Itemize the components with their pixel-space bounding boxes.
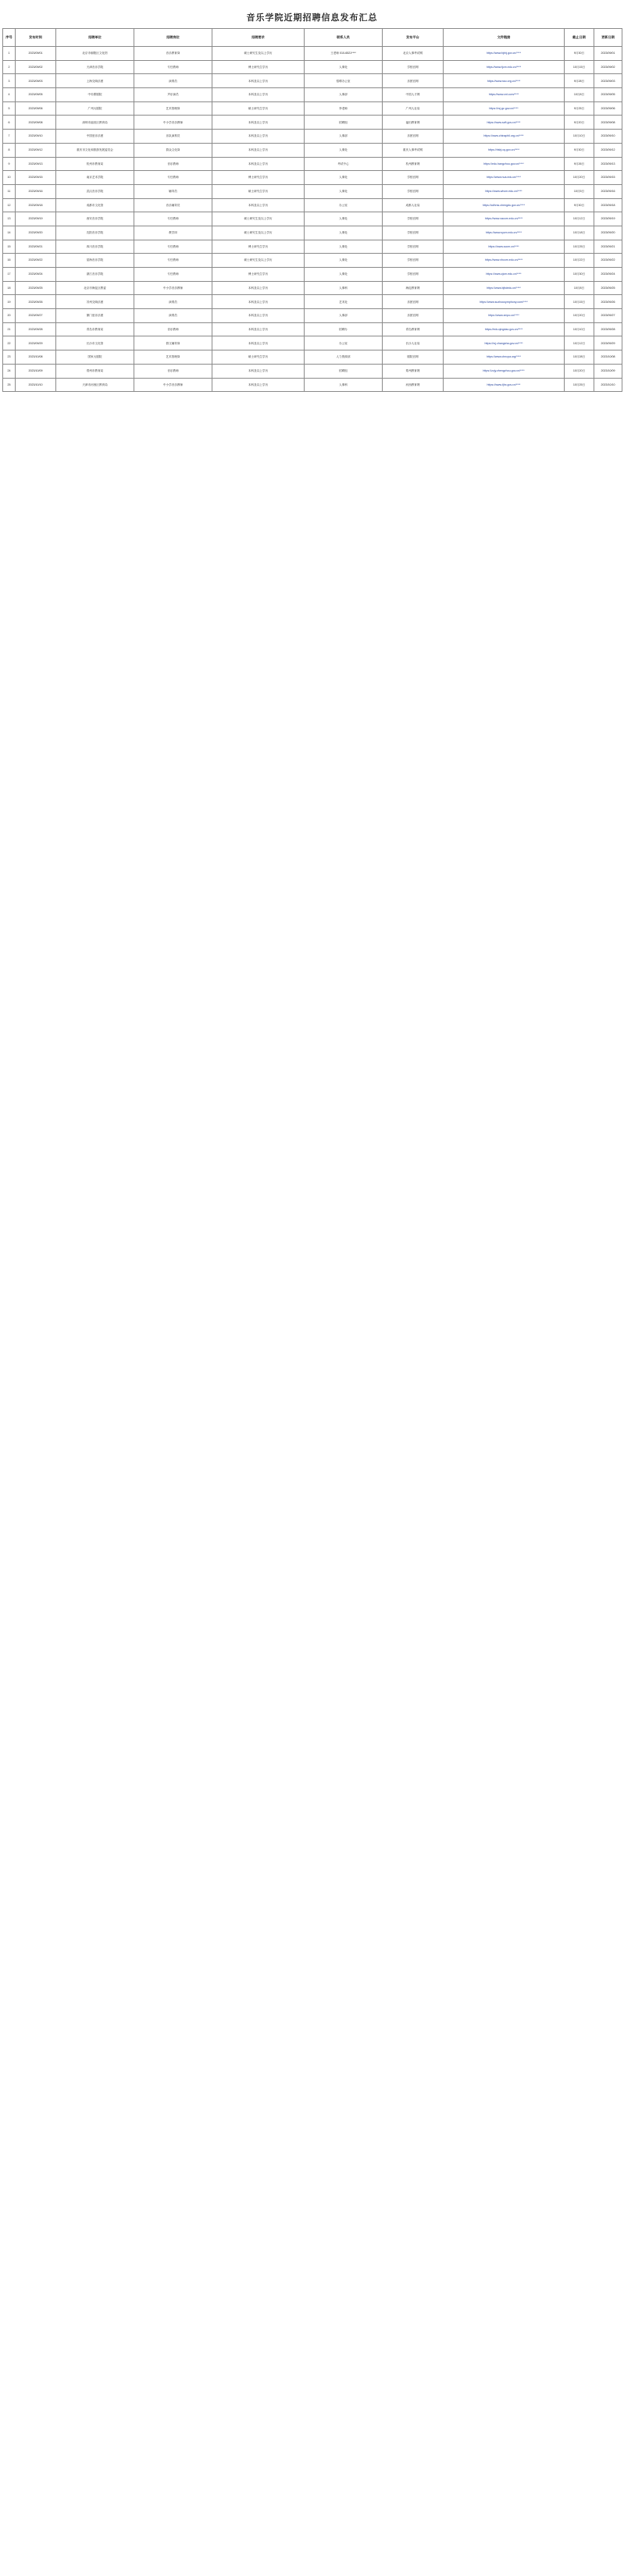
platform-cell: 河西教育网	[383, 378, 444, 392]
platform-cell: 重庆人事考试网	[383, 143, 444, 157]
platform-cell: 成都人社局	[383, 198, 444, 212]
platform-cell: 乐团官网	[383, 130, 444, 144]
position-cell: 演奏员	[134, 309, 212, 323]
contact-cell: 办公室	[305, 198, 383, 212]
update-date-cell: 2023/09/20	[594, 226, 622, 240]
requirements-cell: 本科及以上学历	[212, 88, 305, 102]
requirements-cell: 硕士研究生学历	[212, 101, 305, 116]
row-number-cell: 1	[3, 47, 16, 61]
row-number-cell: 5	[3, 101, 16, 116]
update-date-cell: 2023/09/03	[594, 74, 622, 88]
header-cell: 招聘岗位	[134, 29, 212, 47]
row-number-cell: 14	[3, 226, 16, 240]
file-link-cell[interactable]: https://edu.hangzhou.gov.cn/****	[444, 157, 565, 171]
file-link-cell[interactable]: https://rsj.changsha.gov.cn/****	[444, 336, 565, 350]
publish-date-cell: 2023/09/22	[16, 254, 56, 268]
platform-cell: 学校官网	[383, 268, 444, 282]
update-date-cell: 2023/09/24	[594, 268, 622, 282]
header-cell: 招聘要求	[212, 29, 305, 47]
row-number-cell: 10	[3, 171, 16, 185]
recruitment-table	[2, 28, 622, 392]
publish-date-cell: 2023/09/26	[16, 295, 56, 309]
publish-date-cell: 2023/10/10	[16, 378, 56, 392]
row-number-cell: 4	[3, 88, 16, 102]
table-row	[3, 336, 622, 350]
employer-cell: 广州大剧院	[56, 101, 134, 116]
table-row	[3, 171, 622, 185]
publish-date-cell: 2023/09/27	[16, 309, 56, 323]
requirements-cell: 博士研究生学历	[212, 240, 305, 254]
header-cell: 序号	[3, 29, 16, 47]
employer-cell: 南京艺术学院	[56, 171, 134, 185]
platform-cell: 学校官网	[383, 254, 444, 268]
update-date-cell: 2023/09/27	[594, 309, 622, 323]
file-link-cell[interactable]: https://www.xhcom.edu.cn/****	[444, 254, 565, 268]
position-cell: 中小学音乐教师	[134, 378, 212, 392]
deadline-cell: 9月20日	[565, 116, 594, 130]
employer-cell: 天津音乐学院	[56, 60, 134, 74]
file-link-cell[interactable]: https://www.chinaphil.org.cn/****	[444, 130, 565, 144]
publish-date-cell: 2023/09/15	[16, 171, 56, 185]
update-date-cell: 2023/09/05	[594, 88, 622, 102]
requirements-cell: 硕士研究生及以上学历	[212, 226, 305, 240]
file-link-cell[interactable]: https://www.szft.gov.cn/****	[444, 116, 565, 130]
row-number-cell: 18	[3, 281, 16, 295]
position-cell: 中小学音乐教师	[134, 281, 212, 295]
header-cell: 更新日期	[594, 29, 622, 47]
header-cell: 发布时间	[16, 29, 56, 47]
update-date-cell: 2023/09/25	[594, 281, 622, 295]
file-link-cell[interactable]: https://www.bjhdedu.cn/****	[444, 281, 565, 295]
header-cell: 联系人员	[305, 29, 383, 47]
employer-cell: 国家大剧院	[56, 350, 134, 365]
platform-cell: 青岛教育网	[383, 322, 444, 336]
row-number-cell: 13	[3, 212, 16, 226]
deadline-cell: 9月28日	[565, 74, 594, 88]
table-row	[3, 378, 622, 392]
requirements-cell: 硕士研究生学历	[212, 184, 305, 198]
platform-cell: 海淀教育网	[383, 281, 444, 295]
table-row	[3, 322, 622, 336]
contact-cell: 人事部	[305, 130, 383, 144]
update-date-cell: 2023/09/13	[594, 157, 622, 171]
platform-cell: 学校官网	[383, 60, 444, 74]
contact-cell: 招聘办	[305, 322, 383, 336]
employer-cell: 重庆市文化和旅游发展委员会	[56, 143, 134, 157]
publish-date-cell: 2023/09/20	[16, 226, 56, 240]
table-row	[3, 143, 622, 157]
deadline-cell: 10月25日	[565, 240, 594, 254]
requirements-cell: 本科及以上学历	[212, 295, 305, 309]
row-number-cell: 15	[3, 240, 16, 254]
employer-cell: 西安音乐学院	[56, 212, 134, 226]
platform-cell: 学校官网	[383, 184, 444, 198]
file-link-cell[interactable]: https://www.sycm.edu.cn/****	[444, 226, 565, 240]
deadline-cell: 10月25日	[565, 378, 594, 392]
platform-cell: 学校官网	[383, 212, 444, 226]
deadline-cell: 10月12日	[565, 212, 594, 226]
deadline-cell: 9月26日	[565, 157, 594, 171]
contact-cell: 人力资源部	[305, 350, 383, 365]
update-date-cell: 2023/09/26	[594, 295, 622, 309]
contact-cell: 人事处	[305, 184, 383, 198]
file-link-cell[interactable]: https://www.tjcm.edu.cn/****	[444, 60, 565, 74]
position-cell: 音乐教师	[134, 157, 212, 171]
requirements-cell: 本科及以上学历	[212, 322, 305, 336]
position-cell: 专任教师	[134, 254, 212, 268]
header-cell: 招聘单位	[56, 29, 134, 47]
table-row	[3, 268, 622, 282]
row-number-cell: 16	[3, 254, 16, 268]
update-date-cell: 2023/09/21	[594, 240, 622, 254]
row-number-cell: 22	[3, 336, 16, 350]
deadline-cell: 10月15日	[565, 295, 594, 309]
table-row	[3, 309, 622, 323]
platform-cell: 学校官网	[383, 171, 444, 185]
contact-cell: 人事处	[305, 226, 383, 240]
position-cell: 群文辅导岗	[134, 336, 212, 350]
requirements-cell: 博士研究生学历	[212, 268, 305, 282]
deadline-cell: 10月8日	[565, 88, 594, 102]
deadline-cell: 10月28日	[565, 350, 594, 365]
table-row	[3, 60, 622, 74]
file-link-cell[interactable]: https://www.chncpa.org/****	[444, 350, 565, 365]
row-number-cell: 12	[3, 198, 16, 212]
deadline-cell: 10月20日	[565, 171, 594, 185]
employer-cell: 浙江音乐学院	[56, 268, 134, 282]
employer-cell: 杭州市教育局	[56, 157, 134, 171]
table-row	[3, 116, 622, 130]
publish-date-cell: 2023/09/13	[16, 157, 56, 171]
update-date-cell: 2023/09/29	[594, 336, 622, 350]
deadline-cell: 9月30日	[565, 143, 594, 157]
publish-date-cell: 2023/09/18	[16, 198, 56, 212]
position-cell: 专任教师	[134, 171, 212, 185]
requirements-cell: 硕士研究生及以上学历	[212, 47, 305, 61]
table-row	[3, 240, 622, 254]
requirements-cell: 本科及以上学历	[212, 281, 305, 295]
deadline-cell: 10月10日	[565, 130, 594, 144]
deadline-cell: 10月22日	[565, 254, 594, 268]
requirements-cell: 本科及以上学历	[212, 143, 305, 157]
file-link-cell[interactable]: https://www.zjcm.edu.cn/****	[444, 268, 565, 282]
update-date-cell: 2023/09/16	[594, 184, 622, 198]
platform-cell: 学校官网	[383, 226, 444, 240]
row-number-cell: 17	[3, 268, 16, 282]
position-cell: 群众文化岗	[134, 143, 212, 157]
platform-cell: 中国人才网	[383, 88, 444, 102]
file-link-cell[interactable]: https://cdhrss.chengdu.gov.cn/****	[444, 198, 565, 212]
publish-date-cell: 2023/09/28	[16, 322, 56, 336]
employer-cell: 成都市文化馆	[56, 198, 134, 212]
platform-cell: 广州人社局	[383, 101, 444, 116]
table-row	[3, 350, 622, 365]
publish-date-cell: 2023/09/06	[16, 101, 56, 116]
contact-cell: 人事处	[305, 240, 383, 254]
position-cell: 艺术管理岗	[134, 350, 212, 365]
position-cell: 专任教师	[134, 240, 212, 254]
contact-cell: 人事处	[305, 254, 383, 268]
deadline-cell: 10月18日	[565, 226, 594, 240]
header-row	[3, 29, 622, 47]
employer-cell: 上海交响乐团	[56, 74, 134, 88]
file-link-cell[interactable]: https://www.suzhousymphony.com/****	[444, 295, 565, 309]
employer-cell: 武汉音乐学院	[56, 184, 134, 198]
requirements-cell: 博士研究生学历	[212, 60, 305, 74]
employer-cell: 北京市海淀区教委	[56, 281, 134, 295]
row-number-cell: 21	[3, 322, 16, 336]
platform-cell: 福田教育网	[383, 116, 444, 130]
row-number-cell: 7	[3, 130, 16, 144]
header-cell: 文件链接	[444, 29, 565, 47]
position-cell: 音乐教育岗	[134, 47, 212, 61]
contact-cell: 人事科	[305, 281, 383, 295]
employer-cell: 天津市河西区教育局	[56, 378, 134, 392]
contact-cell: 招聘办公室	[305, 74, 383, 88]
file-link-cell[interactable]: https://www.sccm.cn/****	[444, 240, 565, 254]
deadline-cell: 10月30日	[565, 268, 594, 282]
publish-date-cell: 2023/09/10	[16, 130, 56, 144]
position-cell: 辅导员	[134, 184, 212, 198]
file-link-cell[interactable]: https://www.nua.edu.cn/****	[444, 171, 565, 185]
table-row	[3, 254, 622, 268]
deadline-cell: 10月10日	[565, 322, 594, 336]
requirements-cell: 本科及以上学历	[212, 116, 305, 130]
publish-date-cell: 2023/09/21	[16, 240, 56, 254]
publish-date-cell: 2023/09/02	[16, 60, 56, 74]
employer-cell: 长沙市文化馆	[56, 336, 134, 350]
employer-cell: 沈阳音乐学院	[56, 226, 134, 240]
deadline-cell: 9月30日	[565, 198, 594, 212]
publish-date-cell: 2023/10/08	[16, 350, 56, 365]
header-cell: 截止日期	[565, 29, 594, 47]
update-date-cell: 2023/09/01	[594, 47, 622, 61]
file-link-cell[interactable]: https://www.xacom.edu.cn/****	[444, 212, 565, 226]
employer-cell: 星海音乐学院	[56, 254, 134, 268]
update-date-cell: 2023/09/28	[594, 322, 622, 336]
contact-cell: 人事部	[305, 88, 383, 102]
employer-cell: 中国爱乐乐团	[56, 130, 134, 144]
update-date-cell: 2023/09/08	[594, 116, 622, 130]
update-date-cell: 2023/09/15	[594, 171, 622, 185]
contact-cell: 人事处	[305, 143, 383, 157]
file-link-cell[interactable]: https://edu.qingdao.gov.cn/****	[444, 322, 565, 336]
file-link-cell[interactable]: https://www.cnt.com/****	[444, 88, 565, 102]
publish-date-cell: 2023/09/16	[16, 184, 56, 198]
publish-date-cell: 2023/09/24	[16, 268, 56, 282]
deadline-cell: 10月20日	[565, 309, 594, 323]
position-cell: 教学岗	[134, 226, 212, 240]
position-cell: 演奏员	[134, 295, 212, 309]
table-row	[3, 281, 622, 295]
contact-cell: 李老师	[305, 101, 383, 116]
position-cell: 音乐教师	[134, 364, 212, 378]
contact-cell: 人事处	[305, 60, 383, 74]
platform-cell: 郑州教育网	[383, 364, 444, 378]
table-row	[3, 74, 622, 88]
position-cell: 音乐辅导员	[134, 198, 212, 212]
publish-date-cell: 2023/09/19	[16, 212, 56, 226]
platform-cell: 乐团官网	[383, 309, 444, 323]
row-number-cell: 11	[3, 184, 16, 198]
update-date-cell: 2023/09/02	[594, 60, 622, 74]
publish-date-cell: 2023/09/08	[16, 116, 56, 130]
row-number-cell: 2	[3, 60, 16, 74]
requirements-cell: 本科及以上学历	[212, 157, 305, 171]
page-title: 音乐学院近期招聘信息发布汇总	[246, 13, 378, 23]
update-date-cell: 2023/09/18	[594, 198, 622, 212]
platform-cell: 北京人事考试网	[383, 47, 444, 61]
update-date-cell: 2023/09/22	[594, 254, 622, 268]
update-date-cell: 2023/10/08	[594, 350, 622, 365]
publish-date-cell: 2023/09/12	[16, 143, 56, 157]
position-cell: 乐队演奏员	[134, 130, 212, 144]
file-link-cell[interactable]: https://rsj.gz.gov.cn/****	[444, 101, 565, 116]
row-number-cell: 8	[3, 143, 16, 157]
platform-cell: 杭州教育网	[383, 157, 444, 171]
requirements-cell: 本科及以上学历	[212, 198, 305, 212]
row-number-cell: 9	[3, 157, 16, 171]
employer-cell: 郑州市教育局	[56, 364, 134, 378]
position-cell: 专任教师	[134, 268, 212, 282]
platform-cell: 学校官网	[383, 240, 444, 254]
contact-cell: 艺术处	[305, 295, 383, 309]
requirements-cell: 硕士研究生及以上学历	[212, 212, 305, 226]
deadline-cell: 9月25日	[565, 101, 594, 116]
publish-date-cell: 2023/09/25	[16, 281, 56, 295]
contact-cell: 王老师 010-6521****	[305, 47, 383, 61]
table-row	[3, 47, 622, 61]
header-cell: 发布平台	[383, 29, 444, 47]
position-cell: 中小学音乐教师	[134, 116, 212, 130]
publish-date-cell: 2023/09/03	[16, 74, 56, 88]
deadline-cell: 10月20日	[565, 364, 594, 378]
file-link-cell[interactable]: https://www.sso.org.cn/****	[444, 74, 565, 88]
employer-cell: 青岛市教育局	[56, 322, 134, 336]
platform-cell: 剧院官网	[383, 350, 444, 365]
position-cell: 专任教师	[134, 60, 212, 74]
row-number-cell: 24	[3, 364, 16, 378]
table-row	[3, 157, 622, 171]
contact-cell: 招聘组	[305, 116, 383, 130]
requirements-cell: 本科及以上学历	[212, 336, 305, 350]
file-link-cell[interactable]: https://zzjy.zhengzhou.gov.cn/****	[444, 364, 565, 378]
employer-cell: 中央歌剧院	[56, 88, 134, 102]
file-link-cell[interactable]: https://www.xmpo.cn/****	[444, 309, 565, 323]
contact-cell: 人事部	[305, 309, 383, 323]
file-link-cell[interactable]: https://www.whcm.edu.cn/****	[444, 184, 565, 198]
requirements-cell: 硕士研究生学历	[212, 350, 305, 365]
table-row	[3, 295, 622, 309]
update-date-cell: 2023/09/06	[594, 101, 622, 116]
contact-cell: 人事处	[305, 212, 383, 226]
position-cell: 声乐演员	[134, 88, 212, 102]
platform-cell: 乐团官网	[383, 74, 444, 88]
requirements-cell: 本科及以上学历	[212, 309, 305, 323]
position-cell: 艺术管理岗	[134, 101, 212, 116]
table-row	[3, 88, 622, 102]
deadline-cell: 10月15日	[565, 60, 594, 74]
employer-cell: 四川音乐学院	[56, 240, 134, 254]
requirements-cell: 硕士研究生及以上学历	[212, 254, 305, 268]
row-number-cell: 25	[3, 378, 16, 392]
table-body	[3, 47, 622, 392]
table-row	[3, 101, 622, 116]
row-number-cell: 20	[3, 309, 16, 323]
position-cell: 音乐教师	[134, 322, 212, 336]
update-date-cell: 2023/09/19	[594, 212, 622, 226]
update-date-cell: 2023/10/10	[594, 378, 622, 392]
contact-cell: 人事处	[305, 171, 383, 185]
position-cell: 专任教师	[134, 212, 212, 226]
update-date-cell: 2023/09/10	[594, 130, 622, 144]
requirements-cell: 本科及以上学历	[212, 364, 305, 378]
row-number-cell: 23	[3, 350, 16, 365]
employer-cell: 深圳市福田区教育局	[56, 116, 134, 130]
publish-date-cell: 2023/09/29	[16, 336, 56, 350]
update-date-cell: 2023/10/09	[594, 364, 622, 378]
employer-cell: 厦门爱乐乐团	[56, 309, 134, 323]
publish-date-cell: 2023/10/09	[16, 364, 56, 378]
table-row	[3, 184, 622, 198]
table-row	[3, 226, 622, 240]
deadline-cell: 10月8日	[565, 281, 594, 295]
table-row	[3, 364, 622, 378]
platform-cell: 长沙人社局	[383, 336, 444, 350]
platform-cell: 乐团官网	[383, 295, 444, 309]
table-row	[3, 130, 622, 144]
employer-cell: 北京市朝阳区文化馆	[56, 47, 134, 61]
file-link-cell[interactable]: https://www.bjrbj.gov.cn/****	[444, 47, 565, 61]
row-number-cell: 6	[3, 116, 16, 130]
file-link-cell[interactable]: https://rlsbj.cq.gov.cn/****	[444, 143, 565, 157]
contact-cell: 招聘组	[305, 364, 383, 378]
contact-cell: 人事科	[305, 378, 383, 392]
contact-cell: 考试中心	[305, 157, 383, 171]
requirements-cell: 本科及以上学历	[212, 130, 305, 144]
employer-cell: 苏州交响乐团	[56, 295, 134, 309]
publish-date-cell: 2023/09/01	[16, 47, 56, 61]
table-row	[3, 212, 622, 226]
publish-date-cell: 2023/09/05	[16, 88, 56, 102]
deadline-cell: 10月12日	[565, 336, 594, 350]
requirements-cell: 本科及以上学历	[212, 74, 305, 88]
row-number-cell: 19	[3, 295, 16, 309]
table-row	[3, 198, 622, 212]
contact-cell: 办公室	[305, 336, 383, 350]
deadline-cell: 10月5日	[565, 184, 594, 198]
requirements-cell: 博士研究生学历	[212, 171, 305, 185]
requirements-cell: 本科及以上学历	[212, 378, 305, 392]
deadline-cell: 9月30日	[565, 47, 594, 61]
contact-cell: 人事处	[305, 268, 383, 282]
position-cell: 演奏员	[134, 74, 212, 88]
file-link-cell[interactable]: https://www.tjhx.gov.cn/****	[444, 378, 565, 392]
row-number-cell: 3	[3, 74, 16, 88]
update-date-cell: 2023/09/12	[594, 143, 622, 157]
